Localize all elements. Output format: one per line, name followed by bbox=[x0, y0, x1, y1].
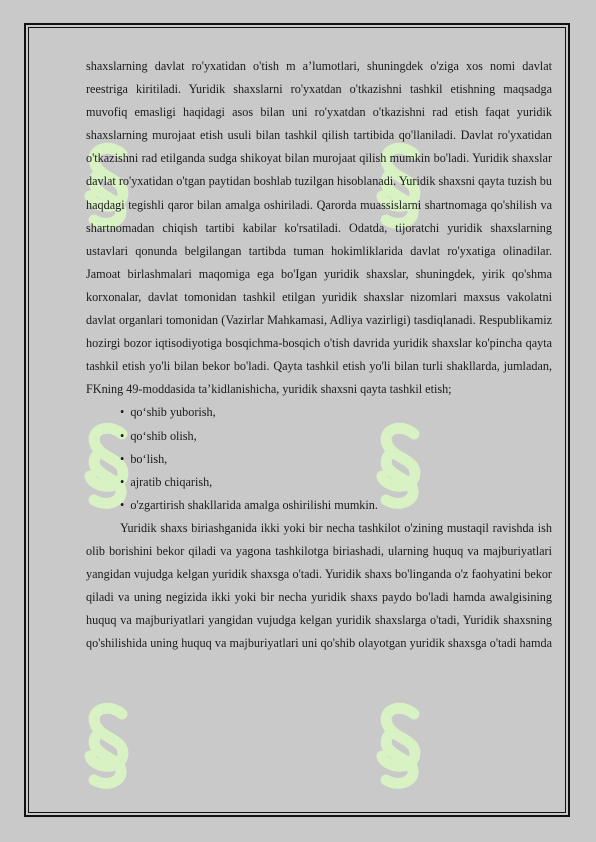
bullet-icon: • bbox=[120, 428, 125, 443]
document-body bbox=[86, 55, 552, 679]
body-paragraph: shaxslarning davlat ro'yxatidan o'tish m a’lumotlari, shuningdek o'ziga xos nomi davlat reestriga kiritiladi. Yuridik shaxslarni ro'yxatdan o'tkazishni tashkil etishning maqsadga muvofiq emasligi haqidagi asos bilan uni ro'yxatdan o'tkazishni rad etish faqat yuridik shaxslarning murojaat etish usuli bilan tashkil qilish tartibida qo'llaniladi. Davlat ro'yxatidan o'tkazishni rad etilganda sudga shikoyat bilan murojaat qilish mumkin bo'ladi. Yuridik shaxslar davlat ro'yxatidan o'tgan paytidan boshlab tuzilgan hisoblanadi. Yuridik shaxsni qayta tuzish bu haqdagi tegishli qaror bilan amalga oshiriladi. Qarorda muassislarni shartnomaga qo'shilish va shartnomadan chiqish tartibi kabilar ko'rsatiladi. Odatda, tijoratchi yuridik shaxslarning ustavlari qonunda belgilangan tartibda tuman hokimliklarida davlat ro'yxatiga olinadilar. Jamoat birlashmalari maqomiga ega bo'Igan yuridik shaxslar, shuningdek, yirik qo'shma korxonalar, davlat tomonidan tashkil etilgan yuridik shaxslar nizomlari maxsus vakolatni davlat organlari tomonidan (Vazirlar Mahkamasi, Adliya vazirligi) tasdiqlanadi. Respublikamiz hozirgi bozor iqtisodiyotiga bosqichma-bosqich o'tish davrida yuridik shaxslar ko'pincha qayta tashkil etish yo'li bilan bekor bo'ladi. Qayta tashkil etish yo'li bilan turli shakllarda, jumladan, FKning 49-moddasida ta’kidlanishicha, yuridik shaxsni qayta tashkil etish; bbox=[86, 59, 552, 397]
bullet-icon: • bbox=[120, 405, 125, 420]
list-item-text: bo‘lish, bbox=[130, 451, 168, 466]
list-item bbox=[120, 471, 552, 494]
bullet-list bbox=[86, 401, 552, 516]
bullet-icon: • bbox=[120, 474, 125, 489]
list-item-text: o'zgartirish shakllarida amalga oshirilishi mumkin. bbox=[130, 497, 378, 512]
list-item bbox=[120, 448, 552, 471]
list-item bbox=[120, 494, 552, 517]
list-item-text: qo‘shib olish, bbox=[130, 428, 197, 443]
list-item bbox=[120, 401, 552, 424]
list-item-text: ajratib chiqarish, bbox=[130, 474, 213, 489]
list-item-text: qo‘shib yuborish, bbox=[130, 405, 216, 420]
body-paragraph: Yuridik shaxs biriashganida ikki yoki bir necha tashkilot o'zining mustaqil ravishda ish olib borishini bekor qiladi va yagona tashkilotga biriashadi, ularning huquq va majburiyatlari yangidan vujudga kelgan yuridik shaxsga o'tadi. Yuridik shaxs bo'linganda o'z faohyatini bekor qiladi va uning negizida ikki yoki bir necha yuridik shaxs paydo bo'ladi hamda awalgisining huquq va majburiyatlari yangidan vujudga kelgan yuridik shaxslarga o'tadi, Yuridik shaxsning qo'shilishida uning huquq va majburiyatlari uni qo'shib olayotgan yuridik shaxsga o'tadi hamda bbox=[86, 520, 552, 651]
bullet-icon: • bbox=[120, 451, 125, 466]
bullet-icon: • bbox=[120, 497, 125, 512]
list-item bbox=[120, 425, 552, 448]
